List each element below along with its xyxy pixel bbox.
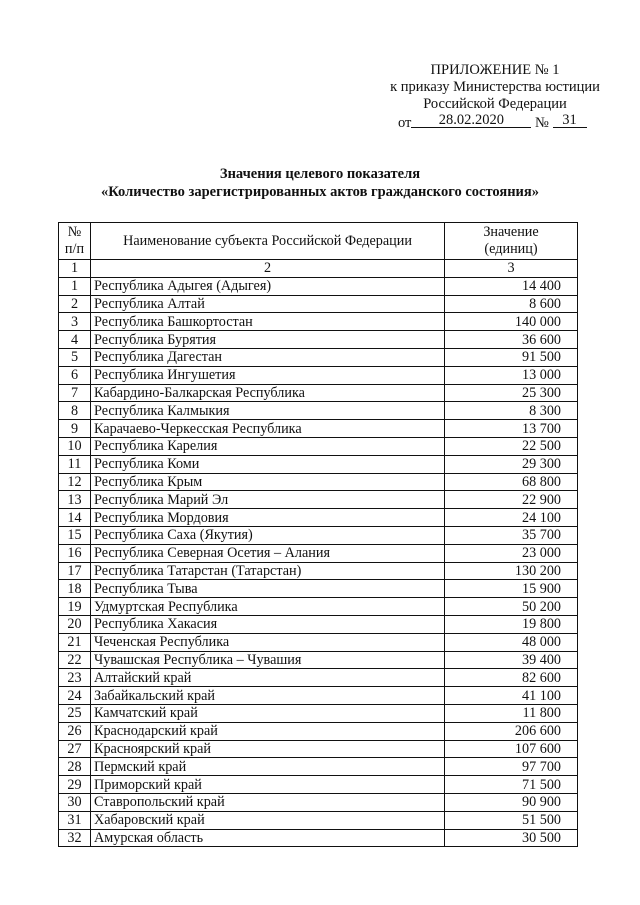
table-row [59,420,578,438]
table-row [59,562,578,580]
target-value: 97 700 [445,758,578,776]
row-number: 10 [59,437,91,455]
target-value: 8 300 [445,402,578,420]
row-number: 20 [59,615,91,633]
table-row [59,651,578,669]
target-value: 14 400 [445,277,578,295]
row-number: 14 [59,509,91,527]
target-value: 11 800 [445,704,578,722]
region-name: Республика Тыва [91,580,445,598]
table-row [59,366,578,384]
target-value: 13 000 [445,366,578,384]
region-name: Республика Башкортостан [91,313,445,331]
target-value: 24 100 [445,509,578,527]
column-header-value-line1: Значение [483,224,539,240]
column-index: 2 [91,260,445,278]
region-name: Краснодарский край [91,722,445,740]
table-row [59,348,578,366]
region-name: Забайкальский край [91,687,445,705]
row-number: 32 [59,829,91,847]
target-value: 22 900 [445,491,578,509]
region-name: Удмуртская Республика [91,598,445,616]
column-header-number [59,223,91,260]
row-number: 25 [59,704,91,722]
order-date: 28.02.2020 [411,113,531,128]
target-value: 82 600 [445,669,578,687]
region-name: Республика Алтай [91,295,445,313]
table-row [59,544,578,562]
row-number: 27 [59,740,91,758]
target-value: 25 300 [445,384,578,402]
table-row [59,722,578,740]
row-number: 13 [59,491,91,509]
row-number: 31 [59,811,91,829]
region-name: Республика Адыгея (Адыгея) [91,277,445,295]
table-row [59,598,578,616]
target-value: 48 000 [445,633,578,651]
region-name: Республика Крым [91,473,445,491]
region-name: Красноярский край [91,740,445,758]
row-number: 16 [59,544,91,562]
row-number: 4 [59,331,91,349]
table-body [59,277,578,847]
table-row [59,704,578,722]
region-name: Ставропольский край [91,793,445,811]
region-name: Карачаево-Черкесская Республика [91,420,445,438]
target-value: 22 500 [445,437,578,455]
target-value: 68 800 [445,473,578,491]
row-number: 15 [59,526,91,544]
row-number: 9 [59,420,91,438]
region-name: Республика Марий Эл [91,491,445,509]
region-name: Республика Дагестан [91,348,445,366]
target-values-table [58,222,578,847]
target-value: 39 400 [445,651,578,669]
column-header-value-line2: (единиц) [484,241,538,257]
column-header-value [445,223,578,260]
target-value: 90 900 [445,793,578,811]
region-name: Камчатский край [91,704,445,722]
row-number: 5 [59,348,91,366]
target-value: 35 700 [445,526,578,544]
target-value: 91 500 [445,348,578,366]
row-number: 6 [59,366,91,384]
target-value: 23 000 [445,544,578,562]
document-title [60,165,580,201]
date-prefix: от [398,115,412,131]
table-row [59,455,578,473]
target-value: 71 500 [445,776,578,794]
row-number: 17 [59,562,91,580]
target-value: 41 100 [445,687,578,705]
region-name: Республика Бурятия [91,331,445,349]
target-value: 19 800 [445,615,578,633]
row-number: 11 [59,455,91,473]
table-row [59,277,578,295]
column-header-number-line2: п/п [64,241,85,257]
row-number: 28 [59,758,91,776]
table-row [59,473,578,491]
target-value: 130 200 [445,562,578,580]
target-value: 206 600 [445,722,578,740]
target-value: 29 300 [445,455,578,473]
row-number: 30 [59,793,91,811]
table-row [59,580,578,598]
appendix-header [380,62,610,113]
table-row [59,331,578,349]
title-line-2: «Количество зарегистрированных актов гражданского состояния» [100,184,539,200]
target-value: 51 500 [445,811,578,829]
target-value: 30 500 [445,829,578,847]
region-name: Республика Северная Осетия – Алания [91,544,445,562]
row-number: 26 [59,722,91,740]
target-value: 140 000 [445,313,578,331]
table-row [59,740,578,758]
table-row [59,295,578,313]
target-value: 107 600 [445,740,578,758]
target-value: 13 700 [445,420,578,438]
table-row [59,384,578,402]
target-value: 15 900 [445,580,578,598]
table-row [59,491,578,509]
ministry-country: Российской Федерации [423,96,567,112]
row-number: 24 [59,687,91,705]
row-number: 21 [59,633,91,651]
order-date-number [398,112,587,132]
table-row [59,526,578,544]
region-name: Республика Хакасия [91,615,445,633]
order-number: 31 [553,113,587,128]
region-name: Приморский край [91,776,445,794]
table-row [59,687,578,705]
table-row [59,509,578,527]
table-row [59,437,578,455]
region-name: Республика Саха (Якутия) [91,526,445,544]
target-value: 8 600 [445,295,578,313]
table-row [59,669,578,687]
region-name: Пермский край [91,758,445,776]
table-row [59,313,578,331]
region-name: Чеченская Республика [91,633,445,651]
region-name: Чувашская Республика – Чувашия [91,651,445,669]
region-name: Алтайский край [91,669,445,687]
region-name: Кабардино-Балкарская Республика [91,384,445,402]
region-name: Республика Татарстан (Татарстан) [91,562,445,580]
row-number: 23 [59,669,91,687]
table-row [59,811,578,829]
row-number: 1 [59,277,91,295]
region-name: Хабаровский край [91,811,445,829]
region-name: Республика Мордовия [91,509,445,527]
table-row [59,829,578,847]
number-prefix: № [535,115,549,131]
region-name: Республика Ингушетия [91,366,445,384]
row-number: 7 [59,384,91,402]
table-row [59,615,578,633]
target-value: 50 200 [445,598,578,616]
column-index: 3 [445,260,578,278]
title-line-1: Значения целевого показателя [219,166,421,182]
region-name: Амурская область [91,829,445,847]
region-name: Республика Калмыкия [91,402,445,420]
region-name: Республика Коми [91,455,445,473]
table-row [59,793,578,811]
row-number: 22 [59,651,91,669]
table-row [59,758,578,776]
region-name: Республика Карелия [91,437,445,455]
row-number: 8 [59,402,91,420]
column-index: 1 [59,260,91,278]
column-index-row [59,260,578,278]
table-row [59,776,578,794]
order-reference: к приказу Министерства юстиции [390,79,600,95]
table-header-row [59,223,578,260]
column-header-number-line1: № [67,224,82,240]
target-value: 36 600 [445,331,578,349]
appendix-label: ПРИЛОЖЕНИЕ № 1 [430,62,560,78]
column-header-name: Наименование субъекта Российской Федерации [91,223,445,260]
row-number: 3 [59,313,91,331]
table-row [59,402,578,420]
row-number: 12 [59,473,91,491]
table-row [59,633,578,651]
row-number: 18 [59,580,91,598]
row-number: 2 [59,295,91,313]
row-number: 29 [59,776,91,794]
row-number: 19 [59,598,91,616]
